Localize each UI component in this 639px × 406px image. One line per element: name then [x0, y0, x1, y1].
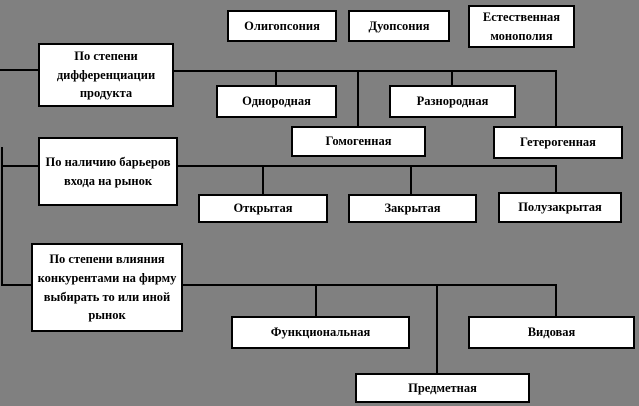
node-label: Функциональная — [270, 325, 371, 340]
node-odnorodnaya — [216, 85, 337, 118]
node-label: Олигопсония — [244, 18, 320, 33]
node-geterogennaya — [493, 126, 623, 159]
node-label: Дуопсония — [368, 18, 430, 33]
node-label: Однородная — [242, 94, 311, 109]
node-label: Разнородная — [416, 94, 489, 109]
connector-drop-gomogennaya — [357, 71, 359, 127]
node-label: Открытая — [233, 201, 293, 216]
connector-drop-zakrytaya — [410, 166, 412, 195]
node-label: По наличию барьеров входа на рынок — [45, 154, 171, 188]
connector-left-branch-barriers — [2, 165, 38, 167]
node-funktsionalnaya — [231, 316, 410, 349]
node-zakrytaya — [348, 194, 477, 223]
connector-drop-otkrytaya — [262, 166, 264, 195]
connector-drop-geterogennaya — [555, 71, 557, 127]
node-label: Гомогенная — [325, 134, 392, 149]
node-gomogennaya — [291, 126, 426, 157]
connector-drop-vidovaya — [555, 285, 557, 317]
node-vidovaya — [468, 316, 635, 349]
node-poluzakrytaya — [498, 192, 622, 223]
node-duopsonia — [348, 10, 450, 42]
node-label: Гетерогенная — [520, 135, 596, 150]
node-raznorodnaya — [389, 85, 516, 118]
node-label: Видовая — [527, 325, 576, 340]
node-otkrytaya — [198, 194, 328, 223]
connector-drop-funktsionalnaya — [315, 285, 317, 317]
connector-drop-raznorodnaya — [451, 71, 453, 86]
node-label: Полузакрытая — [518, 200, 602, 215]
connector-barriers-rail — [178, 165, 557, 167]
node-by-competitor-influence — [31, 243, 183, 332]
node-label: По степени дифференциации продукта — [56, 48, 156, 101]
node-natural-monopoly — [468, 5, 575, 48]
node-label: Естественная монополия — [482, 9, 561, 43]
node-oligopsonia — [227, 10, 337, 42]
connector-influence-rail — [183, 284, 557, 286]
node-label: По степени влияния конкурентами на фирму выбирать то или иной рынок — [37, 252, 177, 323]
node-by-barriers — [38, 137, 178, 206]
node-by-differentiation — [38, 43, 174, 107]
node-predmetnaya — [355, 373, 530, 403]
connector-left-branch-differentiation — [0, 69, 38, 71]
node-label: Закрытая — [384, 201, 441, 216]
connector-left-branch-influence — [2, 284, 31, 286]
node-label: Предметная — [408, 380, 477, 395]
connector-drop-poluzakrytaya — [555, 166, 557, 193]
connector-drop-odnorodnaya — [275, 71, 277, 86]
connector-drop-predmetnaya — [436, 285, 438, 374]
connector-left-trunk — [1, 147, 3, 286]
connector-differentiation-rail — [174, 70, 557, 72]
